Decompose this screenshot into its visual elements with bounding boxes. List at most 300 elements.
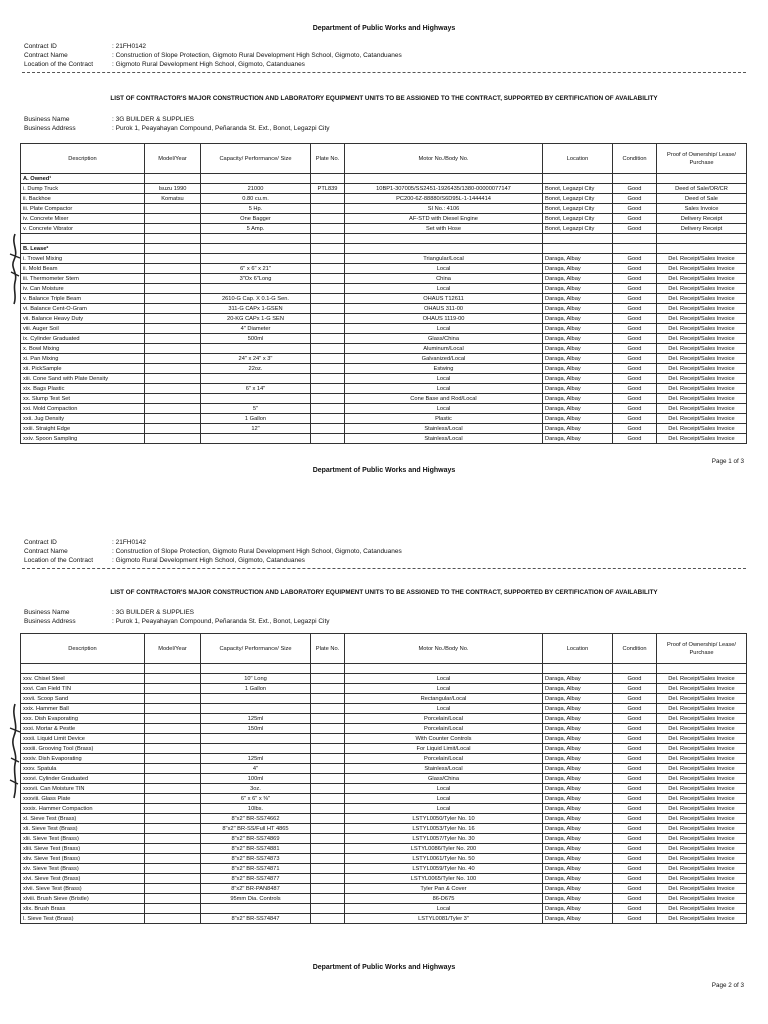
table-cell: Del. Receipt/Sales Invoice	[657, 724, 747, 734]
table-cell	[145, 434, 201, 444]
contract-header-2	[24, 538, 402, 565]
table-cell: 150ml	[201, 724, 311, 734]
table-cell: vii. Balance Heavy Duty	[21, 314, 145, 324]
table-cell: Del. Receipt/Sales Invoice	[657, 754, 747, 764]
column-header: Condition	[613, 634, 657, 664]
table-cell: Local	[345, 324, 543, 334]
page-number: Page 2 of 3	[711, 982, 744, 989]
table-cell	[145, 364, 201, 374]
table-row	[21, 864, 747, 874]
table-row	[21, 344, 747, 354]
table-cell: Local	[345, 684, 543, 694]
table-cell: 125ml	[201, 754, 311, 764]
table-cell: Del. Receipt/Sales Invoice	[657, 384, 747, 394]
table-cell: Local	[345, 794, 543, 804]
table-cell: Daraga, Albay	[543, 774, 613, 784]
table-row	[21, 884, 747, 894]
table-cell: Good	[613, 264, 657, 274]
table-row	[21, 304, 747, 314]
table-cell: Del. Receipt/Sales Invoice	[657, 684, 747, 694]
table-cell	[145, 344, 201, 354]
table-cell	[201, 734, 311, 744]
table-cell: Del. Receipt/Sales Invoice	[657, 814, 747, 824]
table-cell: Good	[613, 334, 657, 344]
table-cell	[145, 744, 201, 754]
table-cell: 95mm Dia. Controls	[201, 894, 311, 904]
table-cell	[311, 264, 345, 274]
table-cell: 6" x 14"	[201, 384, 311, 394]
table-cell: Good	[613, 384, 657, 394]
table-cell	[145, 224, 201, 234]
table-cell: xix. Bags Plastic	[21, 384, 145, 394]
table-cell: Good	[613, 354, 657, 364]
table-row	[21, 874, 747, 884]
page-2	[0, 512, 768, 1024]
table-cell	[201, 344, 311, 354]
table-cell: Del. Receipt/Sales Invoice	[657, 344, 747, 354]
table-cell	[145, 694, 201, 704]
column-header: Description	[21, 634, 145, 664]
table-cell: Daraga, Albay	[543, 824, 613, 834]
table-row	[21, 224, 747, 234]
table-cell: 12"	[201, 424, 311, 434]
table-cell	[145, 214, 201, 224]
table-cell	[145, 304, 201, 314]
table-cell	[311, 784, 345, 794]
table-cell: For Liquid Limit/Local	[345, 744, 543, 754]
table-cell: Local	[345, 264, 543, 274]
table-cell	[145, 844, 201, 854]
table-cell: 5"	[201, 404, 311, 414]
table-cell: xlvii. Sieve Test (Brass)	[21, 884, 145, 894]
table-cell: 24" x 24" x 3"	[201, 354, 311, 364]
table-cell: 8"x2" BR-SS74877	[201, 874, 311, 884]
table-cell: Del. Receipt/Sales Invoice	[657, 734, 747, 744]
table-cell: Daraga, Albay	[543, 344, 613, 354]
table-cell: Sales Invoice	[657, 204, 747, 214]
table-cell	[145, 894, 201, 904]
table-cell: Local	[345, 804, 543, 814]
table-cell	[145, 204, 201, 214]
column-header: Location	[543, 144, 613, 174]
table-cell: xlix. Brush Brass	[21, 904, 145, 914]
table-cell: viii. Auger Soil	[21, 324, 145, 334]
table-cell: 21000	[201, 184, 311, 194]
table-row	[21, 264, 747, 274]
table-cell: Daraga, Albay	[543, 374, 613, 384]
table-cell: Porcelain/Local	[345, 754, 543, 764]
table-cell	[145, 324, 201, 334]
table-cell: Local	[345, 784, 543, 794]
table-row	[21, 764, 747, 774]
table-cell: Del. Receipt/Sales Invoice	[657, 294, 747, 304]
table-cell: xi. Pan Mixing	[21, 354, 145, 364]
table-row	[21, 204, 747, 214]
table-cell	[311, 434, 345, 444]
table-row	[21, 904, 747, 914]
divider	[22, 72, 746, 73]
table-cell	[145, 814, 201, 824]
table-cell: SI No.: 4106	[345, 204, 543, 214]
table-cell: Daraga, Albay	[543, 914, 613, 924]
table-cell: Del. Receipt/Sales Invoice	[657, 254, 747, 264]
table-cell: 8"x2" BR-PAN8487	[201, 884, 311, 894]
business-address-value: : Purok 1, Peayahayan Compound, Peñaranda St. Ext., Bonot, Legazpi City	[112, 618, 330, 625]
table-cell	[145, 904, 201, 914]
contract-header	[24, 42, 402, 69]
table-cell: Daraga, Albay	[543, 814, 613, 824]
table-cell: xxxii. Liquid Limit Device	[21, 734, 145, 744]
table-row	[21, 794, 747, 804]
table-cell: 8"x2" BR-SS74871	[201, 864, 311, 874]
table-cell: Plastic	[345, 414, 543, 424]
table-cell: Daraga, Albay	[543, 414, 613, 424]
table-cell: Daraga, Albay	[543, 694, 613, 704]
table-cell: Daraga, Albay	[543, 844, 613, 854]
table-row	[21, 404, 747, 414]
table-cell	[311, 314, 345, 324]
table-cell: Good	[613, 904, 657, 914]
table-cell: xxii. Jug Density	[21, 414, 145, 424]
table-cell: Daraga, Albay	[543, 304, 613, 314]
table-cell	[311, 214, 345, 224]
table-cell: Daraga, Albay	[543, 764, 613, 774]
table-row	[21, 734, 747, 744]
table-cell: i. Dump Truck	[21, 184, 145, 194]
handwritten-initial-mark	[8, 232, 22, 306]
footer-department: Department of Public Works and Highways	[312, 467, 456, 474]
business-name-value: : 3G BUILDER & SUPPLIES	[112, 116, 195, 123]
table-cell: Del. Receipt/Sales Invoice	[657, 874, 747, 884]
table-cell	[311, 224, 345, 234]
table-cell: xxxvii. Can Moisture TIN	[21, 784, 145, 794]
table-cell	[145, 374, 201, 384]
footer-department: Department of Public Works and Highways	[312, 964, 456, 971]
table-cell	[145, 734, 201, 744]
table-cell	[145, 794, 201, 804]
table-cell: 10BP1-307005/SS2451-1926435/1380-00000077147	[345, 184, 543, 194]
table-cell	[145, 384, 201, 394]
column-header: Description	[21, 144, 145, 174]
table-cell: Daraga, Albay	[543, 324, 613, 334]
table-cell: Good	[613, 784, 657, 794]
table-row	[21, 314, 747, 324]
table-cell: 8"x2" BR-SS74873	[201, 854, 311, 864]
table-cell: 6" x 6" x 21"	[201, 264, 311, 274]
table-cell	[201, 704, 311, 714]
table-cell	[311, 204, 345, 214]
table-cell: Del. Receipt/Sales Invoice	[657, 914, 747, 924]
table-cell: Cone Base and Rod/Local	[345, 394, 543, 404]
section-lease-row	[21, 244, 747, 254]
equipment-table-2	[20, 633, 747, 924]
department-title: Department of Public Works and Highways	[312, 25, 456, 32]
table-row	[21, 434, 747, 444]
table-cell	[201, 394, 311, 404]
table-cell: Delivery Receipt	[657, 214, 747, 224]
contract-id-value: : 21FH0142	[112, 43, 146, 50]
table-row	[21, 744, 747, 754]
divider	[22, 568, 746, 569]
table-cell	[145, 834, 201, 844]
business-address-value: : Purok 1, Peayahayan Compound, Peñaranda St. Ext., Bonot, Legazpi City	[112, 125, 330, 132]
table-cell: xliii. Sieve Test (Brass)	[21, 844, 145, 854]
business-name-value: : 3G BUILDER & SUPPLIES	[112, 609, 195, 616]
table-cell: Del. Receipt/Sales Invoice	[657, 864, 747, 874]
table-row	[21, 914, 747, 924]
table-cell: Good	[613, 794, 657, 804]
table-cell: OHAUS 311-00	[345, 304, 543, 314]
table-cell	[145, 914, 201, 924]
table-cell	[311, 724, 345, 734]
table-cell	[311, 834, 345, 844]
section-owned-row	[21, 174, 747, 184]
table-cell: Del. Receipt/Sales Invoice	[657, 904, 747, 914]
table-cell: Good	[613, 374, 657, 384]
table-row	[21, 414, 747, 424]
table-row	[21, 354, 747, 364]
table-cell: Good	[613, 224, 657, 234]
contract-id-label: Contract ID	[24, 539, 57, 546]
table-cell: Aluminum/Local	[345, 344, 543, 354]
table-cell: ii. Mold Beam	[21, 264, 145, 274]
table-cell: xxvii. Scoop Sand	[21, 694, 145, 704]
table-cell	[145, 674, 201, 684]
table-cell	[201, 904, 311, 914]
table-cell: PTL839	[311, 184, 345, 194]
table-cell: Good	[613, 874, 657, 884]
table-cell: Good	[613, 344, 657, 354]
table-cell	[145, 864, 201, 874]
table-cell: Porcelain/Local	[345, 714, 543, 724]
table-cell: Del. Receipt/Sales Invoice	[657, 834, 747, 844]
table-cell: With Counter Controls	[345, 734, 543, 744]
table-cell: xii. PickSample	[21, 364, 145, 374]
table-cell: 22oz.	[201, 364, 311, 374]
table-header-row	[21, 634, 747, 664]
table-cell: xxix. Hammer Ball	[21, 704, 145, 714]
table-cell: Daraga, Albay	[543, 884, 613, 894]
table-cell	[201, 254, 311, 264]
table-cell: Daraga, Albay	[543, 394, 613, 404]
table-cell: Stainless/Local	[345, 764, 543, 774]
table-cell	[311, 324, 345, 334]
table-cell: Good	[613, 194, 657, 204]
business-name-label: Business Name	[24, 609, 70, 616]
table-cell: Del. Receipt/Sales Invoice	[657, 694, 747, 704]
table-cell: Del. Receipt/Sales Invoice	[657, 404, 747, 414]
table-cell	[311, 794, 345, 804]
table-cell	[311, 814, 345, 824]
table-cell	[311, 404, 345, 414]
table-cell: xlv. Sieve Test (Brass)	[21, 864, 145, 874]
table-cell: iii. Plate Compactor	[21, 204, 145, 214]
table-cell: 1 Gallon	[201, 684, 311, 694]
table-cell	[145, 684, 201, 694]
table-cell	[145, 404, 201, 414]
table-cell: Local	[345, 284, 543, 294]
table-cell	[311, 304, 345, 314]
table-cell: Good	[613, 254, 657, 264]
table-cell: xlviii. Brush Sieve (Bristle)	[21, 894, 145, 904]
table-cell: 6" x 6" x ⅜"	[201, 794, 311, 804]
table-cell: xxxiv. Dish Evaporating	[21, 754, 145, 764]
table-row	[21, 324, 747, 334]
table-cell: Good	[613, 894, 657, 904]
table-row	[21, 814, 747, 824]
table-cell: Daraga, Albay	[543, 674, 613, 684]
table-cell: x. Bowl Mixing	[21, 344, 145, 354]
table-cell: Del. Receipt/Sales Invoice	[657, 844, 747, 854]
table-cell: xlvi. Sieve Test (Brass)	[21, 874, 145, 884]
table-cell: Good	[613, 274, 657, 284]
table-cell	[311, 274, 345, 284]
table-cell	[311, 754, 345, 764]
table-cell: Good	[613, 214, 657, 224]
table-cell: Daraga, Albay	[543, 704, 613, 714]
table-cell: Daraga, Albay	[543, 784, 613, 794]
table-cell	[145, 784, 201, 794]
table-row	[21, 824, 747, 834]
blank-row	[21, 664, 747, 674]
table-cell: Daraga, Albay	[543, 434, 613, 444]
table-row	[21, 684, 747, 694]
table-cell: Del. Receipt/Sales Invoice	[657, 424, 747, 434]
table-cell: Good	[613, 304, 657, 314]
table-cell: Del. Receipt/Sales Invoice	[657, 264, 747, 274]
table-cell: Good	[613, 364, 657, 374]
table-cell	[145, 394, 201, 404]
table-row	[21, 724, 747, 734]
table-cell: iv. Can Moisture	[21, 284, 145, 294]
table-row	[21, 384, 747, 394]
table-cell: Del. Receipt/Sales Invoice	[657, 314, 747, 324]
table-cell: Del. Receipt/Sales Invoice	[657, 824, 747, 834]
table-cell: Local	[345, 904, 543, 914]
table-cell: Good	[613, 724, 657, 734]
table-cell: Good	[613, 294, 657, 304]
table-cell: Del. Receipt/Sales Invoice	[657, 324, 747, 334]
table-cell	[311, 704, 345, 714]
table-cell	[145, 874, 201, 884]
table-cell: Del. Receipt/Sales Invoice	[657, 434, 747, 444]
table-cell	[311, 344, 345, 354]
table-cell	[145, 414, 201, 424]
contract-name-value: : Construction of Slope Protection, Gigmoto Rural Development High School, Gigmoto, Catanduanes	[112, 548, 402, 555]
table-cell: xxiv. Spoon Sampling	[21, 434, 145, 444]
table-cell: Local	[345, 674, 543, 684]
table-cell: Del. Receipt/Sales Invoice	[657, 854, 747, 864]
table-cell: Del. Receipt/Sales Invoice	[657, 894, 747, 904]
column-header: Capacity/ Performance/ Size	[201, 144, 311, 174]
table-cell: vi. Balance Cent-O-Gram	[21, 304, 145, 314]
table-row	[21, 844, 747, 854]
table-cell: Tyler Pan & Cover	[345, 884, 543, 894]
table-cell: Good	[613, 694, 657, 704]
table-cell: Daraga, Albay	[543, 744, 613, 754]
table-cell: 3oz.	[201, 784, 311, 794]
table-row	[21, 374, 747, 384]
business-address-label: Business Address	[24, 618, 76, 625]
table-cell: Daraga, Albay	[543, 754, 613, 764]
table-cell: Good	[613, 314, 657, 324]
column-header: Capacity/ Performance/ Size	[201, 634, 311, 664]
table-cell	[201, 284, 311, 294]
table-cell: Del. Receipt/Sales Invoice	[657, 704, 747, 714]
table-cell: Good	[613, 414, 657, 424]
table-cell: Good	[613, 914, 657, 924]
table-cell: Deed of Sale/OR/CR	[657, 184, 747, 194]
table-cell: Good	[613, 714, 657, 724]
contract-location-value: : Gigmoto Rural Development High School, Gigmoto, Catanduanes	[112, 61, 305, 68]
handwritten-initial-mark-2	[8, 702, 22, 800]
table-cell: Daraga, Albay	[543, 714, 613, 724]
table-cell	[311, 734, 345, 744]
table-cell	[311, 334, 345, 344]
table-cell: LSTYL0059/Tyler No. 40	[345, 864, 543, 874]
business-address-label: Business Address	[24, 125, 76, 132]
table-cell: Daraga, Albay	[543, 894, 613, 904]
table-cell	[311, 714, 345, 724]
table-cell: xxv. Chisel Steel	[21, 674, 145, 684]
table-cell: Daraga, Albay	[543, 314, 613, 324]
column-header: Model/Year	[145, 144, 201, 174]
table-cell	[311, 424, 345, 434]
table-cell: Good	[613, 184, 657, 194]
contract-name-value: : Construction of Slope Protection, Gigmoto Rural Development High School, Gigmoto, Catanduanes	[112, 52, 402, 59]
table-cell: Daraga, Albay	[543, 404, 613, 414]
table-cell: 8"x2" BR-SS74662	[201, 814, 311, 824]
table-cell: 5 Hp.	[201, 204, 311, 214]
table-cell: Daraga, Albay	[543, 274, 613, 284]
table-cell: Good	[613, 884, 657, 894]
table-cell: Good	[613, 774, 657, 784]
table-cell: Bonot, Legazpi City	[543, 184, 613, 194]
blank-row	[21, 234, 747, 244]
table-row	[21, 854, 747, 864]
table-row	[21, 394, 747, 404]
table-cell: Komatsu	[145, 194, 201, 204]
table-cell: Estwing	[345, 364, 543, 374]
table-cell: Good	[613, 864, 657, 874]
table-cell: iv. Concrete Mixer	[21, 214, 145, 224]
table-cell	[311, 844, 345, 854]
page-number: Page 1 of 3	[711, 458, 744, 465]
table-cell	[201, 434, 311, 444]
table-cell: Del. Receipt/Sales Invoice	[657, 674, 747, 684]
table-cell: Daraga, Albay	[543, 864, 613, 874]
table-cell	[145, 884, 201, 894]
table-cell: xxxi. Mortar & Pestle	[21, 724, 145, 734]
table-cell: Del. Receipt/Sales Invoice	[657, 414, 747, 424]
table-cell: Daraga, Albay	[543, 384, 613, 394]
table-cell: 86-D675	[345, 894, 543, 904]
table-cell: Daraga, Albay	[543, 804, 613, 814]
table-cell	[311, 904, 345, 914]
table-cell: Good	[613, 744, 657, 754]
column-header: Plate No.	[311, 144, 345, 174]
table-row	[21, 774, 747, 784]
contract-name-label: Contract Name	[24, 548, 68, 555]
table-cell	[311, 884, 345, 894]
table-row	[21, 754, 747, 764]
table-cell	[311, 914, 345, 924]
table-cell: Daraga, Albay	[543, 734, 613, 744]
table-row	[21, 364, 747, 374]
table-cell: AF-STD with Diesel Engine	[345, 214, 543, 224]
table-cell: Good	[613, 814, 657, 824]
table-cell: Daraga, Albay	[543, 254, 613, 264]
